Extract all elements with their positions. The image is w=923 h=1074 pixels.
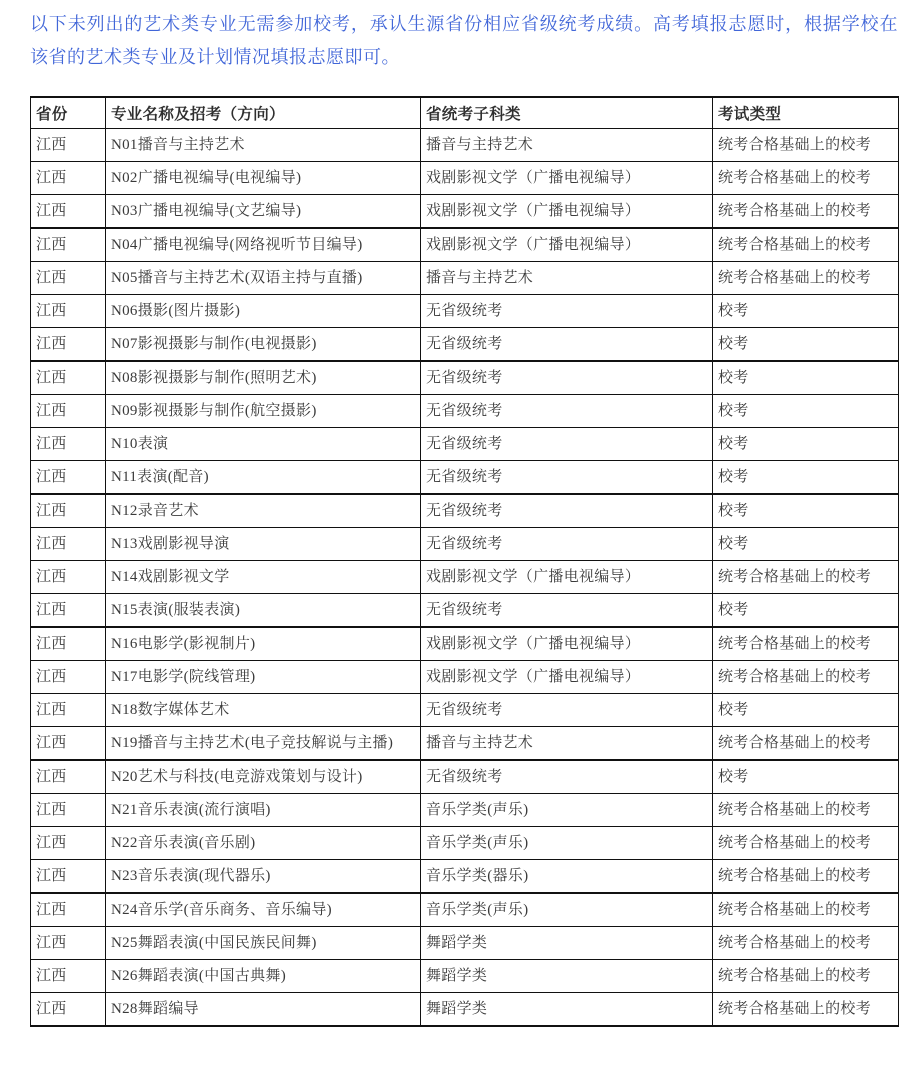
table-row [31, 860, 899, 894]
cell-province: 江西 [31, 528, 106, 561]
cell-category: 舞蹈学类 [421, 927, 713, 960]
cell-major: N09影视摄影与制作(航空摄影) [106, 395, 421, 428]
table-row [31, 694, 899, 727]
cell-exam-type: 校考 [713, 328, 899, 362]
table-row [31, 893, 899, 927]
cell-province: 江西 [31, 993, 106, 1027]
cell-province: 江西 [31, 893, 106, 927]
table-row [31, 328, 899, 362]
cell-major: N05播音与主持艺术(双语主持与直播) [106, 262, 421, 295]
cell-province: 江西 [31, 694, 106, 727]
cell-province: 江西 [31, 328, 106, 362]
cell-exam-type: 统考合格基础上的校考 [713, 162, 899, 195]
cell-exam-type: 统考合格基础上的校考 [713, 661, 899, 694]
table-row [31, 228, 899, 262]
cell-major: N08影视摄影与制作(照明艺术) [106, 361, 421, 395]
cell-province: 江西 [31, 461, 106, 495]
table-row [31, 960, 899, 993]
cell-exam-type: 统考合格基础上的校考 [713, 195, 899, 229]
cell-category: 无省级统考 [421, 461, 713, 495]
cell-major: N22音乐表演(音乐剧) [106, 827, 421, 860]
cell-province: 江西 [31, 395, 106, 428]
cell-province: 江西 [31, 860, 106, 894]
cell-province: 江西 [31, 727, 106, 761]
table-row [31, 428, 899, 461]
table-row [31, 461, 899, 495]
col-header-exam-type: 考试类型 [713, 97, 899, 129]
table-row [31, 794, 899, 827]
cell-exam-type: 校考 [713, 528, 899, 561]
cell-major: N26舞蹈表演(中国古典舞) [106, 960, 421, 993]
cell-category: 音乐学类(声乐) [421, 827, 713, 860]
col-header-major: 专业名称及招考（方向） [106, 97, 421, 129]
cell-exam-type: 校考 [713, 594, 899, 628]
cell-major: N19播音与主持艺术(电子竞技解说与主播) [106, 727, 421, 761]
cell-category: 音乐学类(声乐) [421, 794, 713, 827]
cell-major: N11表演(配音) [106, 461, 421, 495]
cell-major: N15表演(服装表演) [106, 594, 421, 628]
cell-exam-type: 校考 [713, 461, 899, 495]
table-row [31, 262, 899, 295]
cell-major: N14戏剧影视文学 [106, 561, 421, 594]
cell-category: 播音与主持艺术 [421, 727, 713, 761]
cell-major: N06摄影(图片摄影) [106, 295, 421, 328]
table-row [31, 927, 899, 960]
cell-category: 戏剧影视文学（广播电视编导） [421, 561, 713, 594]
cell-province: 江西 [31, 661, 106, 694]
cell-province: 江西 [31, 627, 106, 661]
table-row [31, 494, 899, 528]
table-row [31, 561, 899, 594]
cell-exam-type: 校考 [713, 395, 899, 428]
cell-exam-type: 统考合格基础上的校考 [713, 860, 899, 894]
cell-province: 江西 [31, 428, 106, 461]
cell-province: 江西 [31, 927, 106, 960]
cell-major: N25舞蹈表演(中国民族民间舞) [106, 927, 421, 960]
table-row [31, 993, 899, 1027]
col-header-province: 省份 [31, 97, 106, 129]
cell-major: N21音乐表演(流行演唱) [106, 794, 421, 827]
table-row [31, 594, 899, 628]
cell-major: N17电影学(院线管理) [106, 661, 421, 694]
cell-category: 戏剧影视文学（广播电视编导） [421, 228, 713, 262]
cell-province: 江西 [31, 162, 106, 195]
table-row [31, 827, 899, 860]
cell-exam-type: 校考 [713, 361, 899, 395]
cell-exam-type: 校考 [713, 494, 899, 528]
cell-category: 戏剧影视文学（广播电视编导） [421, 195, 713, 229]
cell-exam-type: 统考合格基础上的校考 [713, 993, 899, 1027]
cell-category: 播音与主持艺术 [421, 129, 713, 162]
cell-exam-type: 统考合格基础上的校考 [713, 827, 899, 860]
cell-category: 无省级统考 [421, 494, 713, 528]
cell-province: 江西 [31, 960, 106, 993]
cell-major: N24音乐学(音乐商务、音乐编导) [106, 893, 421, 927]
col-header-category: 省统考子科类 [421, 97, 713, 129]
table-row [31, 395, 899, 428]
cell-major: N16电影学(影视制片) [106, 627, 421, 661]
cell-category: 无省级统考 [421, 594, 713, 628]
cell-major: N01播音与主持艺术 [106, 129, 421, 162]
cell-province: 江西 [31, 228, 106, 262]
cell-exam-type: 统考合格基础上的校考 [713, 262, 899, 295]
cell-category: 无省级统考 [421, 395, 713, 428]
table-row [31, 295, 899, 328]
table-row [31, 727, 899, 761]
table-row [31, 528, 899, 561]
cell-exam-type: 校考 [713, 428, 899, 461]
cell-category: 舞蹈学类 [421, 993, 713, 1027]
cell-category: 无省级统考 [421, 528, 713, 561]
cell-major: N28舞蹈编导 [106, 993, 421, 1027]
cell-exam-type: 统考合格基础上的校考 [713, 561, 899, 594]
cell-major: N18数字媒体艺术 [106, 694, 421, 727]
cell-exam-type: 统考合格基础上的校考 [713, 627, 899, 661]
majors-table [30, 96, 899, 1027]
cell-province: 江西 [31, 295, 106, 328]
cell-major: N07影视摄影与制作(电视摄影) [106, 328, 421, 362]
cell-category: 无省级统考 [421, 328, 713, 362]
intro-paragraph: 以下未列出的艺术类专业无需参加校考，承认生源省份相应省级统考成绩。高考填报志愿时，根据学校在该省的艺术类专业及计划情况填报志愿即可。 [30, 14, 898, 67]
table-row [31, 760, 899, 794]
cell-category: 舞蹈学类 [421, 960, 713, 993]
cell-category: 戏剧影视文学（广播电视编导） [421, 162, 713, 195]
table-body [31, 129, 899, 1027]
cell-exam-type: 统考合格基础上的校考 [713, 794, 899, 827]
cell-province: 江西 [31, 760, 106, 794]
table-row [31, 361, 899, 395]
cell-province: 江西 [31, 262, 106, 295]
cell-exam-type: 统考合格基础上的校考 [713, 893, 899, 927]
cell-category: 戏剧影视文学（广播电视编导） [421, 627, 713, 661]
cell-category: 无省级统考 [421, 760, 713, 794]
cell-category: 音乐学类(器乐) [421, 860, 713, 894]
cell-category: 无省级统考 [421, 295, 713, 328]
table-header [31, 97, 899, 129]
cell-major: N23音乐表演(现代器乐) [106, 860, 421, 894]
cell-province: 江西 [31, 794, 106, 827]
cell-exam-type: 校考 [713, 295, 899, 328]
cell-category: 音乐学类(声乐) [421, 893, 713, 927]
cell-exam-type: 统考合格基础上的校考 [713, 927, 899, 960]
cell-province: 江西 [31, 129, 106, 162]
table-row [31, 661, 899, 694]
cell-exam-type: 统考合格基础上的校考 [713, 727, 899, 761]
cell-province: 江西 [31, 827, 106, 860]
cell-exam-type: 统考合格基础上的校考 [713, 960, 899, 993]
table-row [31, 195, 899, 229]
cell-exam-type: 校考 [713, 760, 899, 794]
cell-category: 无省级统考 [421, 694, 713, 727]
cell-major: N04广播电视编导(网络视听节目编导) [106, 228, 421, 262]
cell-exam-type: 校考 [713, 694, 899, 727]
header-row [31, 97, 899, 129]
cell-major: N03广播电视编导(文艺编导) [106, 195, 421, 229]
cell-category: 播音与主持艺术 [421, 262, 713, 295]
table-row [31, 129, 899, 162]
cell-province: 江西 [31, 361, 106, 395]
cell-major: N02广播电视编导(电视编导) [106, 162, 421, 195]
cell-major: N10表演 [106, 428, 421, 461]
cell-province: 江西 [31, 561, 106, 594]
cell-category: 无省级统考 [421, 361, 713, 395]
cell-major: N13戏剧影视导演 [106, 528, 421, 561]
cell-category: 无省级统考 [421, 428, 713, 461]
cell-province: 江西 [31, 195, 106, 229]
table-row [31, 162, 899, 195]
cell-major: N20艺术与科技(电竞游戏策划与设计) [106, 760, 421, 794]
cell-exam-type: 统考合格基础上的校考 [713, 129, 899, 162]
cell-province: 江西 [31, 494, 106, 528]
cell-exam-type: 统考合格基础上的校考 [713, 228, 899, 262]
table-row [31, 627, 899, 661]
cell-province: 江西 [31, 594, 106, 628]
cell-major: N12录音艺术 [106, 494, 421, 528]
cell-category: 戏剧影视文学（广播电视编导） [421, 661, 713, 694]
